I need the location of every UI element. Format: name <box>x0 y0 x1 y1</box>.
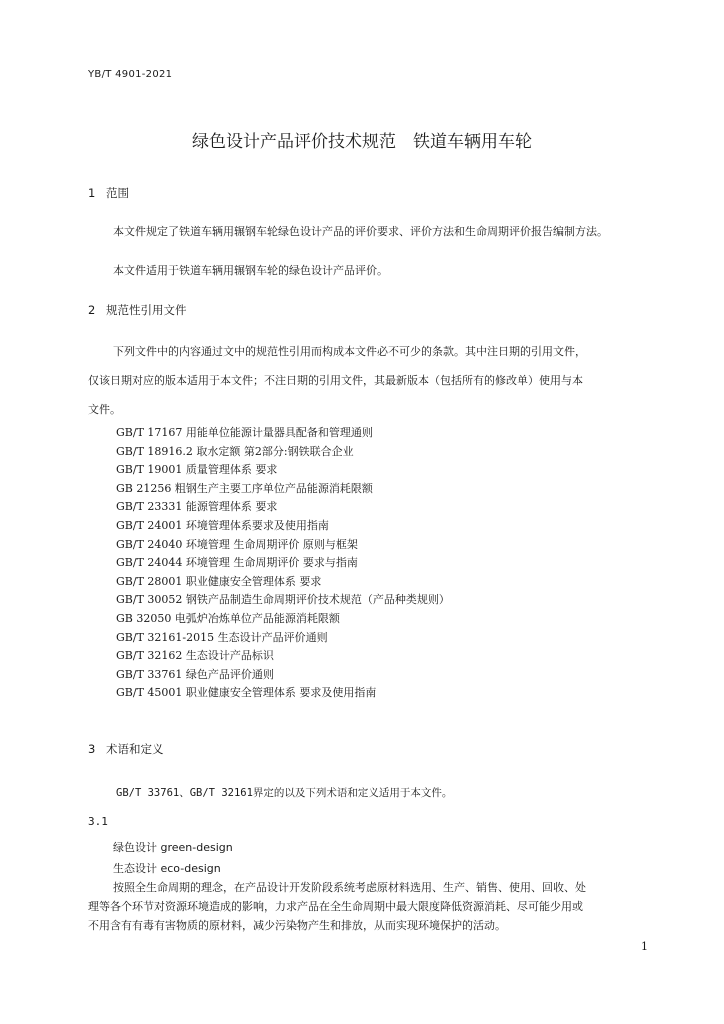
section-1-heading <box>88 185 129 201</box>
reference-item: GB/T 24040 环境管理 生命周期评价 原则与框架 <box>116 537 358 551</box>
section-1-paragraph-2: 本文件适用于铁道车辆用辗钢车轮的绿色设计产品评价。 <box>113 264 388 277</box>
definition-line-3: 不用含有有毒有害物质的原材料，减少污染物产生和排放，从而实现环境保护的活动。 <box>88 919 506 932</box>
section-2-intro-line-2: 仅该日期对应的版本适用于本文件；不注日期的引用文件，其最新版本（包括所有的修改单）使用与本 <box>88 374 583 387</box>
section-3-heading <box>88 741 164 757</box>
section-2-intro-line-3: 文件。 <box>88 403 121 416</box>
definition-line-2: 理等各个环节对资源环境造成的影响，力求产品在全生命周期中最大限度降低资源消耗、尽可能少用或 <box>88 900 583 913</box>
document-code: YB/T 4901-2021 <box>88 69 173 80</box>
reference-item: GB/T 24044 环境管理 生命周期评价 要求与指南 <box>116 556 358 570</box>
section-2-heading <box>88 302 187 318</box>
reference-item: GB/T 17167 用能单位能源计量器具配备和管理通则 <box>116 426 373 439</box>
section-title: 术语和定义 <box>106 742 164 756</box>
reference-item: GB/T 19001 质量管理体系 要求 <box>116 463 278 477</box>
reference-item: GB/T 18916.2 取水定额 第2部分:钢铁联合企业 <box>116 444 354 458</box>
section-number: 1 <box>88 186 96 200</box>
definition-line-1: 按照全生命周期的理念，在产品设计开发阶段系统考虑原材料选用、生产、销售、使用、回收、处 <box>113 881 586 894</box>
term-primary: 绿色设计 green-design <box>113 841 233 854</box>
reference-item: GB/T 45001 职业健康安全管理体系 要求及使用指南 <box>116 686 377 700</box>
reference-item: GB/T 28001 职业健康安全管理体系 要求 <box>116 574 322 588</box>
reference-item: GB/T 32162 生态设计产品标识 <box>116 649 274 663</box>
reference-item: GB/T 32161-2015 生态设计产品评价通则 <box>116 630 328 644</box>
section-1-paragraph-1: 本文件规定了铁道车辆用辗钢车轮绿色设计产品的评价要求、评价方法和生命周期评价报告编制方法。 <box>113 225 608 238</box>
reference-item: GB/T 24001 环境管理体系要求及使用指南 <box>116 518 329 532</box>
section-number: 2 <box>88 303 96 317</box>
section-title: 范围 <box>106 186 129 200</box>
reference-item: GB/T 33761 绿色产品评价通则 <box>116 667 274 681</box>
section-2-intro-line-1: 下列文件中的内容通过文中的规范性引用而构成本文件必不可少的条款。其中注日期的引用文件， <box>113 345 586 358</box>
reference-item: GB/T 30052 钢铁产品制造生命周期评价技术规范（产品种类规则） <box>116 593 450 607</box>
page-number: 1 <box>641 940 648 953</box>
reference-item: GB/T 23331 能源管理体系 要求 <box>116 500 278 514</box>
section-number: 3 <box>88 742 96 756</box>
subclause-number: 3.1 <box>88 815 108 828</box>
term-synonym: 生态设计 eco-design <box>113 862 221 875</box>
section-title: 规范性引用文件 <box>106 303 187 317</box>
reference-item: GB 21256 粗钢生产主要工序单位产品能源消耗限额 <box>116 481 373 495</box>
document-title: 绿色设计产品评价技术规范 铁道车辆用车轮 <box>192 132 532 152</box>
reference-item: GB 32050 电弧炉冶炼单位产品能源消耗限额 <box>116 611 340 625</box>
normative-references-list <box>116 424 450 703</box>
section-3-intro: GB/T 33761、GB/T 32161界定的以及下列术语和定义适用于本文件。 <box>116 787 453 799</box>
